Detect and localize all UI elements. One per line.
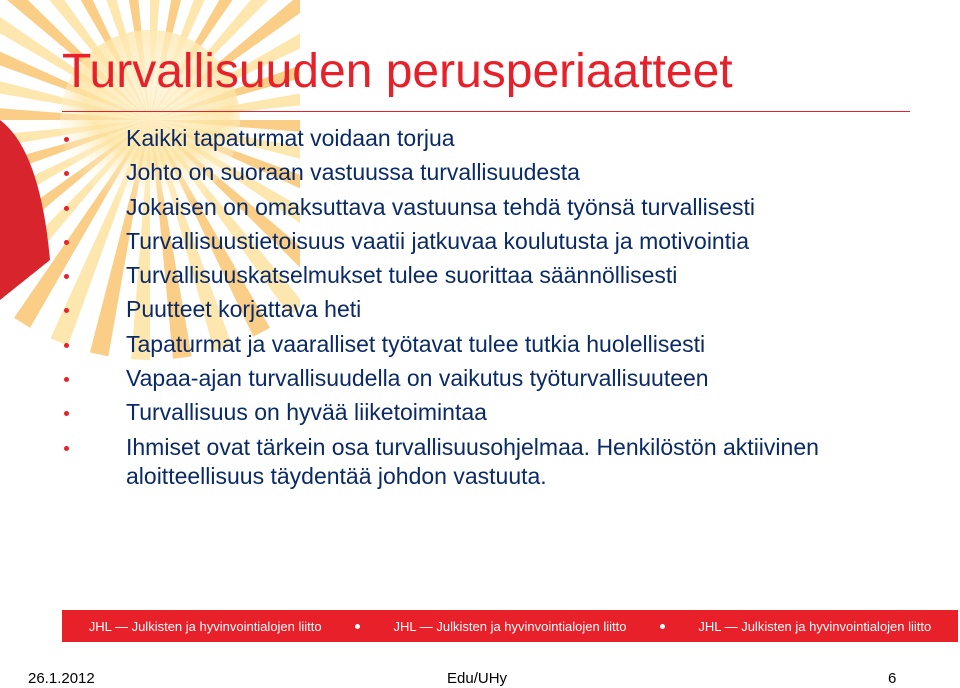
bullet-dot — [64, 446, 69, 451]
bullet-item: Turvallisuuskatselmukset tulee suorittaa säännöllisesti — [64, 261, 924, 290]
bullet-item: Turvallisuustietoisuus vaatii jatkuvaa koulutusta ja motivointia — [64, 227, 924, 256]
bullet-dot — [64, 171, 69, 176]
bullet-item: Turvallisuus on hyvää liiketoimintaa — [64, 398, 924, 427]
page-number: 6 — [888, 670, 897, 687]
bullet-item: Puutteet korjattava heti — [64, 295, 924, 324]
footer-band — [62, 610, 958, 642]
bullet-dot — [64, 137, 69, 142]
footer-org-name: JHL — Julkisten ja hyvinvointialojen liitto — [698, 618, 932, 634]
bullet-item: Tapaturmat ja vaaralliset työtavat tulee tutkia huolellisesti — [64, 330, 924, 359]
bullet-dot — [64, 343, 69, 348]
footer-author: Edu/UHy — [447, 670, 508, 687]
bullet-dot — [64, 377, 69, 382]
title-underline — [62, 111, 910, 112]
bullet-list — [64, 124, 924, 496]
footer-separator-dot — [660, 624, 665, 629]
bullet-item: Ihmiset ovat tärkein osa turvallisuusohjelmaa. Henkilöstön aktiivinen aloitteellisuus täydentää johdon vastuuta. — [64, 433, 924, 491]
bullet-dot — [64, 206, 69, 211]
bullet-dot — [64, 274, 69, 279]
bullet-item: Jokaisen on omaksuttava vastuunsa tehdä työnsä turvallisesti — [64, 193, 924, 222]
red-arc-shape — [0, 120, 50, 300]
slide-title: Turvallisuuden perusperiaatteet — [62, 45, 733, 98]
bullet-dot — [64, 240, 69, 245]
bullet-item: Johto on suoraan vastuussa turvallisuudesta — [64, 158, 924, 187]
bullet-dot — [64, 308, 69, 313]
bullet-item: Kaikki tapaturmat voidaan torjua — [64, 124, 924, 153]
bullet-item: Vapaa-ajan turvallisuudella on vaikutus työturvallisuuteen — [64, 364, 924, 393]
footer-date: 26.1.2012 — [28, 670, 95, 687]
bullet-dot — [64, 411, 69, 416]
footer-org-name: JHL — Julkisten ja hyvinvointialojen liitto — [393, 618, 627, 634]
footer-org-name: JHL — Julkisten ja hyvinvointialojen liitto — [88, 618, 322, 634]
footer-separator-dot — [355, 624, 360, 629]
